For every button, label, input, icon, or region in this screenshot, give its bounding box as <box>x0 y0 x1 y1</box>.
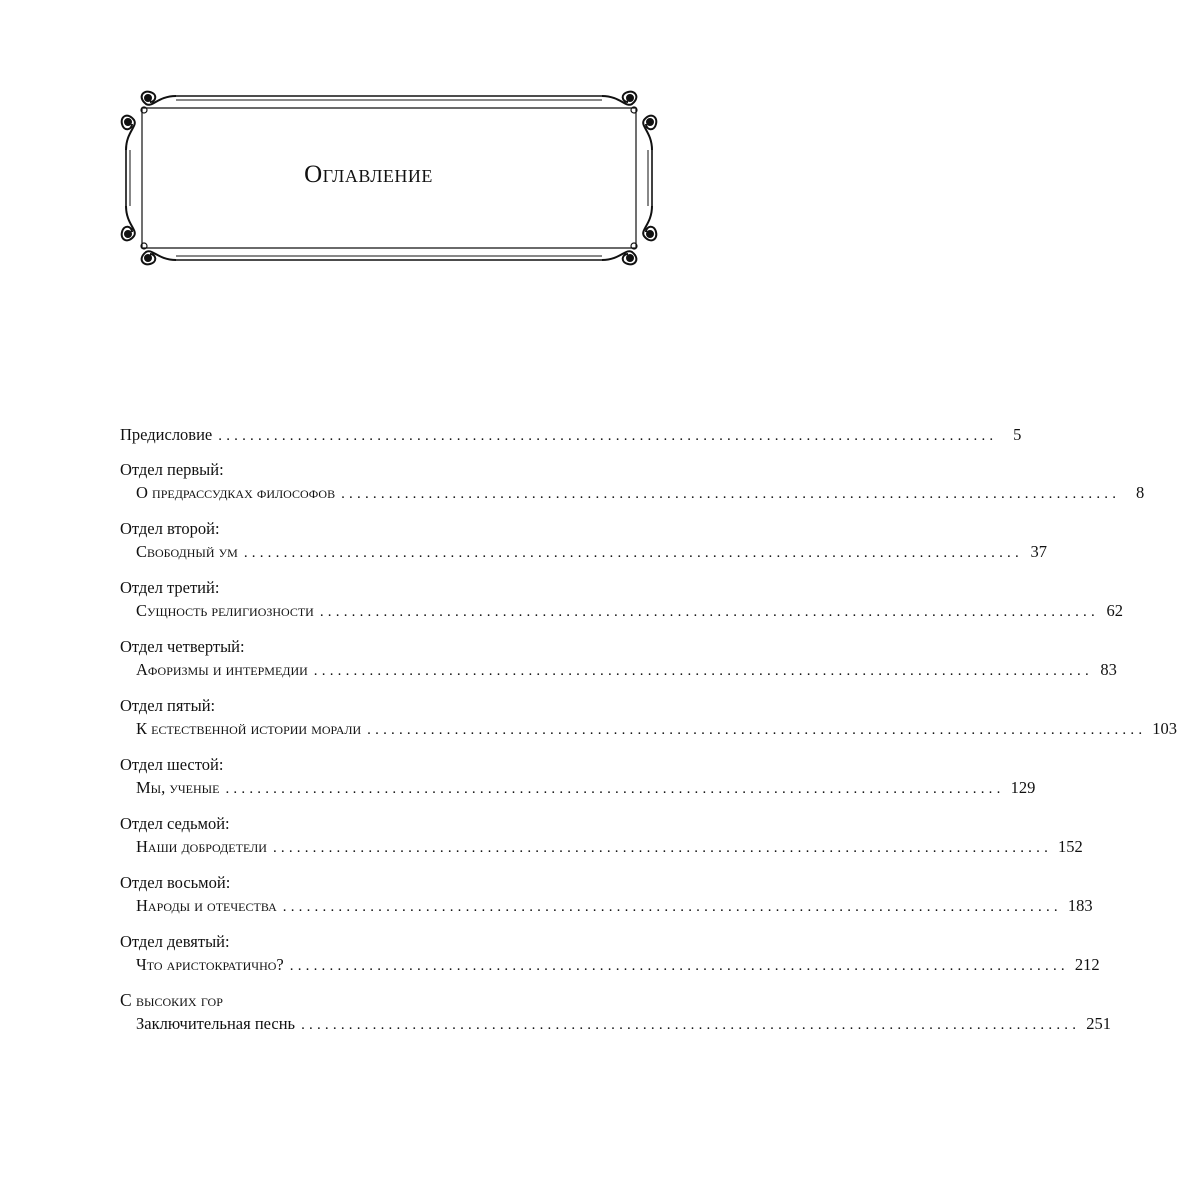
dot-leader: .................................................................................................. <box>341 486 1121 502</box>
toc-title: Мы, ученые <box>136 778 220 797</box>
toc-title: Сущность религиозности <box>136 601 314 620</box>
toc-title: Свободный ум <box>136 542 238 561</box>
toc-row[interactable] <box>120 658 1117 681</box>
dot-leader: .................................................................................................. <box>282 899 1062 915</box>
section-label: Отдел четвертый: <box>120 637 245 656</box>
toc-title: Предисловие <box>120 425 213 444</box>
page-number: 212 <box>1074 955 1100 974</box>
toc-title: Что аристократично? <box>136 955 284 974</box>
toc-title: К естественной истории морали <box>136 719 362 738</box>
dot-leader: .................................................................................................. <box>313 663 1093 679</box>
toc-entry <box>120 423 1022 446</box>
dot-leader: .................................................................................................. <box>289 958 1069 974</box>
toc-row[interactable] <box>120 599 1123 622</box>
section-label: Отдел третий: <box>120 578 220 597</box>
table-of-contents <box>120 423 1177 1048</box>
toc-row[interactable] <box>120 717 1177 740</box>
toc-entry <box>120 694 1177 740</box>
section-label: Отдел восьмой: <box>120 873 231 892</box>
page-number: 152 <box>1058 837 1083 856</box>
toc-row[interactable] <box>120 776 1036 799</box>
page-number: 5 <box>1013 425 1022 444</box>
section-label: Отдел девятый: <box>120 932 230 951</box>
toc-entry <box>120 576 1123 622</box>
page-title: Оглавление <box>304 161 433 188</box>
page-number: 37 <box>1030 542 1047 561</box>
dot-leader: .................................................................................................. <box>367 722 1147 738</box>
dot-leader: .................................................................................................. <box>225 781 1005 797</box>
toc-entry <box>120 753 1036 799</box>
dot-leader: .................................................................................................. <box>319 604 1099 620</box>
toc-entry <box>120 871 1093 917</box>
section-label: Отдел первый: <box>120 460 224 479</box>
toc-entry <box>120 930 1100 976</box>
dot-leader: .................................................................................................. <box>272 840 1053 856</box>
toc-row[interactable] <box>120 423 1022 446</box>
toc-title: О предрассудках философов <box>136 483 336 502</box>
toc-row[interactable] <box>120 894 1093 917</box>
toc-title: Народы и отечества <box>136 896 277 915</box>
toc-title: Заключительная песнь <box>136 1014 296 1033</box>
toc-entry <box>120 812 1083 858</box>
page-number: 183 <box>1067 896 1093 915</box>
dot-leader: .................................................................................................. <box>243 545 1023 561</box>
section-label: Отдел второй: <box>120 519 220 538</box>
page-number: 103 <box>1152 719 1177 738</box>
toc-row[interactable] <box>120 481 1145 504</box>
section-label: Отдел пятый: <box>120 696 216 715</box>
section-label: Отдел шестой: <box>120 755 224 774</box>
toc-row[interactable] <box>120 835 1083 858</box>
page-number: 251 <box>1086 1014 1111 1033</box>
page-number: 129 <box>1010 778 1036 797</box>
toc-entry <box>120 517 1047 563</box>
page-number: 62 <box>1106 601 1123 620</box>
dot-leader: .................................................................................................. <box>218 428 998 444</box>
toc-entry <box>120 635 1117 681</box>
page-number: 83 <box>1100 660 1117 679</box>
toc-row[interactable] <box>120 1012 1111 1035</box>
toc-row[interactable] <box>120 953 1100 976</box>
section-label: С высоких гор <box>120 990 223 1010</box>
dot-leader: .................................................................................................. <box>301 1017 1081 1033</box>
toc-title: Наши добродетели <box>136 837 267 856</box>
toc-entry <box>120 458 1145 504</box>
toc-title: Афоризмы и интермедии <box>136 660 308 679</box>
page-number: 8 <box>1135 483 1145 502</box>
section-label: Отдел седьмой: <box>120 814 230 833</box>
toc-entry <box>120 989 1111 1035</box>
toc-row[interactable] <box>120 540 1047 563</box>
